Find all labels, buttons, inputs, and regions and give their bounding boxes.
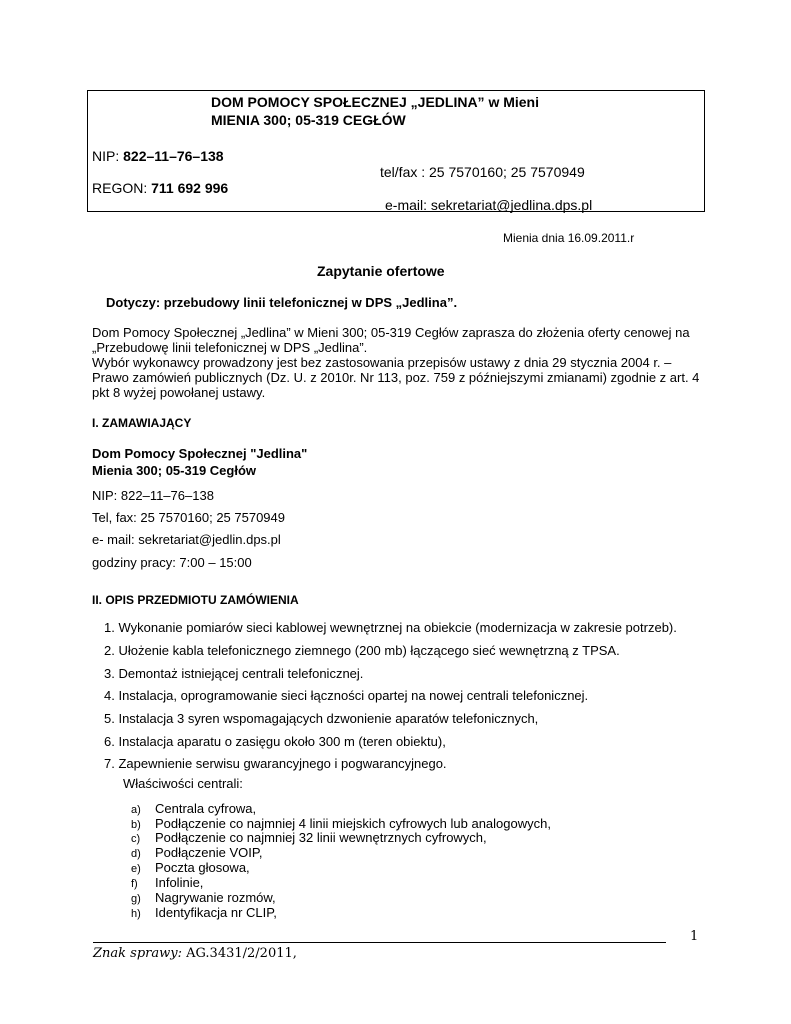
list-item: 6. Instalacja aparatu o zasięgu około 300 m (teren obiektu),: [104, 734, 446, 749]
nip-label: NIP:: [92, 148, 120, 164]
case-reference-label: Znak sprawy:: [93, 946, 182, 961]
list-item-text: Podłączenie co najmniej 4 linii miejskich cyfrowych lub analogowych,: [155, 816, 551, 831]
list-item: [131, 890, 276, 905]
list-item: [131, 860, 250, 875]
letterhead-title-line2: MIENIA 300; 05-319 CEGŁÓW: [211, 112, 406, 128]
intro-line-1: Dom Pomocy Społecznej „Jedlina” w Mieni 300; 05-319 Cegłów zaprasza do złożenia oferty cenowej na: [92, 325, 690, 340]
list-item-text: Nagrywanie rozmów,: [155, 890, 276, 905]
list-item-text: Podłączenie VOIP,: [155, 845, 263, 860]
section-heading-zamawiajacy: I. ZAMAWIAJĄCY: [92, 416, 192, 430]
list-item: 1. Wykonanie pomiarów sieci kablowej wewnętrznej na obiekcie (modernizacja w zakresie potrzeb).: [104, 620, 677, 635]
letterhead-telfax: tel/fax : 25 7570160; 25 7570949: [380, 164, 585, 180]
document-title: Zapytanie ofertowe: [317, 263, 445, 279]
list-marker: g): [131, 893, 141, 905]
list-marker: d): [131, 848, 141, 860]
list-item: 4. Instalacja, oprogramowanie sieci łączności opartej na nowej centrali telefonicznej.: [104, 688, 589, 703]
orderer-email: e- mail: sekretariat@jedlin.dps.pl: [92, 532, 281, 547]
list-item-text: Infolinie,: [155, 875, 204, 890]
case-reference-value: AG.3431/2/2011,: [181, 946, 297, 961]
list-item: [131, 875, 203, 890]
list-marker: f): [131, 878, 138, 890]
letterhead-title-line1: DOM POMOCY SPOŁECZNEJ „JEDLINA” w Mieni: [211, 94, 540, 110]
regon-value: 711 692 996: [151, 180, 229, 196]
list-item: [131, 905, 277, 920]
section-heading-opis: II. OPIS PRZEDMIOTU ZAMÓWIENIA: [92, 593, 299, 607]
orderer-name: Dom Pomocy Społecznej "Jedlina": [92, 446, 308, 461]
list-item: 5. Instalacja 3 syren wspomagających dzwonienie aparatów telefonicznych,: [104, 711, 539, 726]
list-item: [131, 816, 551, 831]
intro-line-5: pkt 8 wyżej powołanej ustawy.: [92, 385, 266, 400]
list-item: [131, 801, 256, 816]
list-marker: h): [131, 908, 141, 920]
intro-line-3: Wybór wykonawcy prowadzony jest bez zastosowania przepisów ustawy z dnia 29 stycznia 2004 r. –: [92, 355, 672, 370]
list-item: 7. Zapewnienie serwisu gwarancyjnego i pogwarancyjnego.: [104, 756, 447, 771]
list-marker: e): [131, 863, 141, 875]
letterhead-regon: [92, 180, 228, 196]
list-item: 2. Ułożenie kabla telefonicznego ziemnego (200 mb) łączącego sieć wewnętrzną z TPSA.: [104, 643, 620, 658]
orderer-hours: godziny pracy: 7:00 – 15:00: [92, 555, 252, 570]
orderer-telfax: Tel, fax: 25 7570160; 25 7570949: [92, 510, 285, 525]
intro-line-2: „Przebudowę linii telefonicznej w DPS „Jedlina”.: [92, 340, 368, 355]
case-reference: [93, 946, 297, 961]
list-item: [131, 830, 487, 845]
list-marker: b): [131, 819, 141, 831]
nip-value: 822–11–76–138: [123, 148, 224, 164]
letterhead-email: e-mail: sekretariat@jedlina.dps.pl: [385, 197, 593, 213]
orderer-address: Mienia 300; 05-319 Cegłów: [92, 463, 257, 478]
document-date: Mienia dnia 16.09.2011.r: [503, 231, 635, 245]
list-item: [131, 845, 262, 860]
footer-divider: [93, 942, 666, 943]
list-item-text: Poczta głosowa,: [155, 860, 250, 875]
regon-label: REGON:: [92, 180, 148, 196]
list-item-text: Identyfikacja nr CLIP,: [155, 905, 277, 920]
centrala-properties-label: Właściwości centrali:: [123, 776, 243, 791]
list-marker: c): [131, 833, 141, 845]
list-item: 3. Demontaż istniejącej centrali telefonicznej.: [104, 666, 364, 681]
page-number: 1: [690, 929, 699, 944]
letterhead-nip: [92, 148, 224, 164]
document-subject: Dotyczy: przebudowy linii telefonicznej w DPS „Jedlina”.: [106, 295, 458, 310]
orderer-nip: NIP: 822–11–76–138: [92, 488, 214, 503]
list-marker: a): [131, 804, 141, 816]
intro-line-4: Prawo zamówień publicznych (Dz. U. z 2010r. Nr 113, poz. 759 z późniejszymi zmianami) zgodnie z art. 4: [92, 370, 700, 385]
list-item-text: Centrala cyfrowa,: [155, 801, 257, 816]
list-item-text: Podłączenie co najmniej 32 linii wewnętrznych cyfrowych,: [155, 830, 487, 845]
